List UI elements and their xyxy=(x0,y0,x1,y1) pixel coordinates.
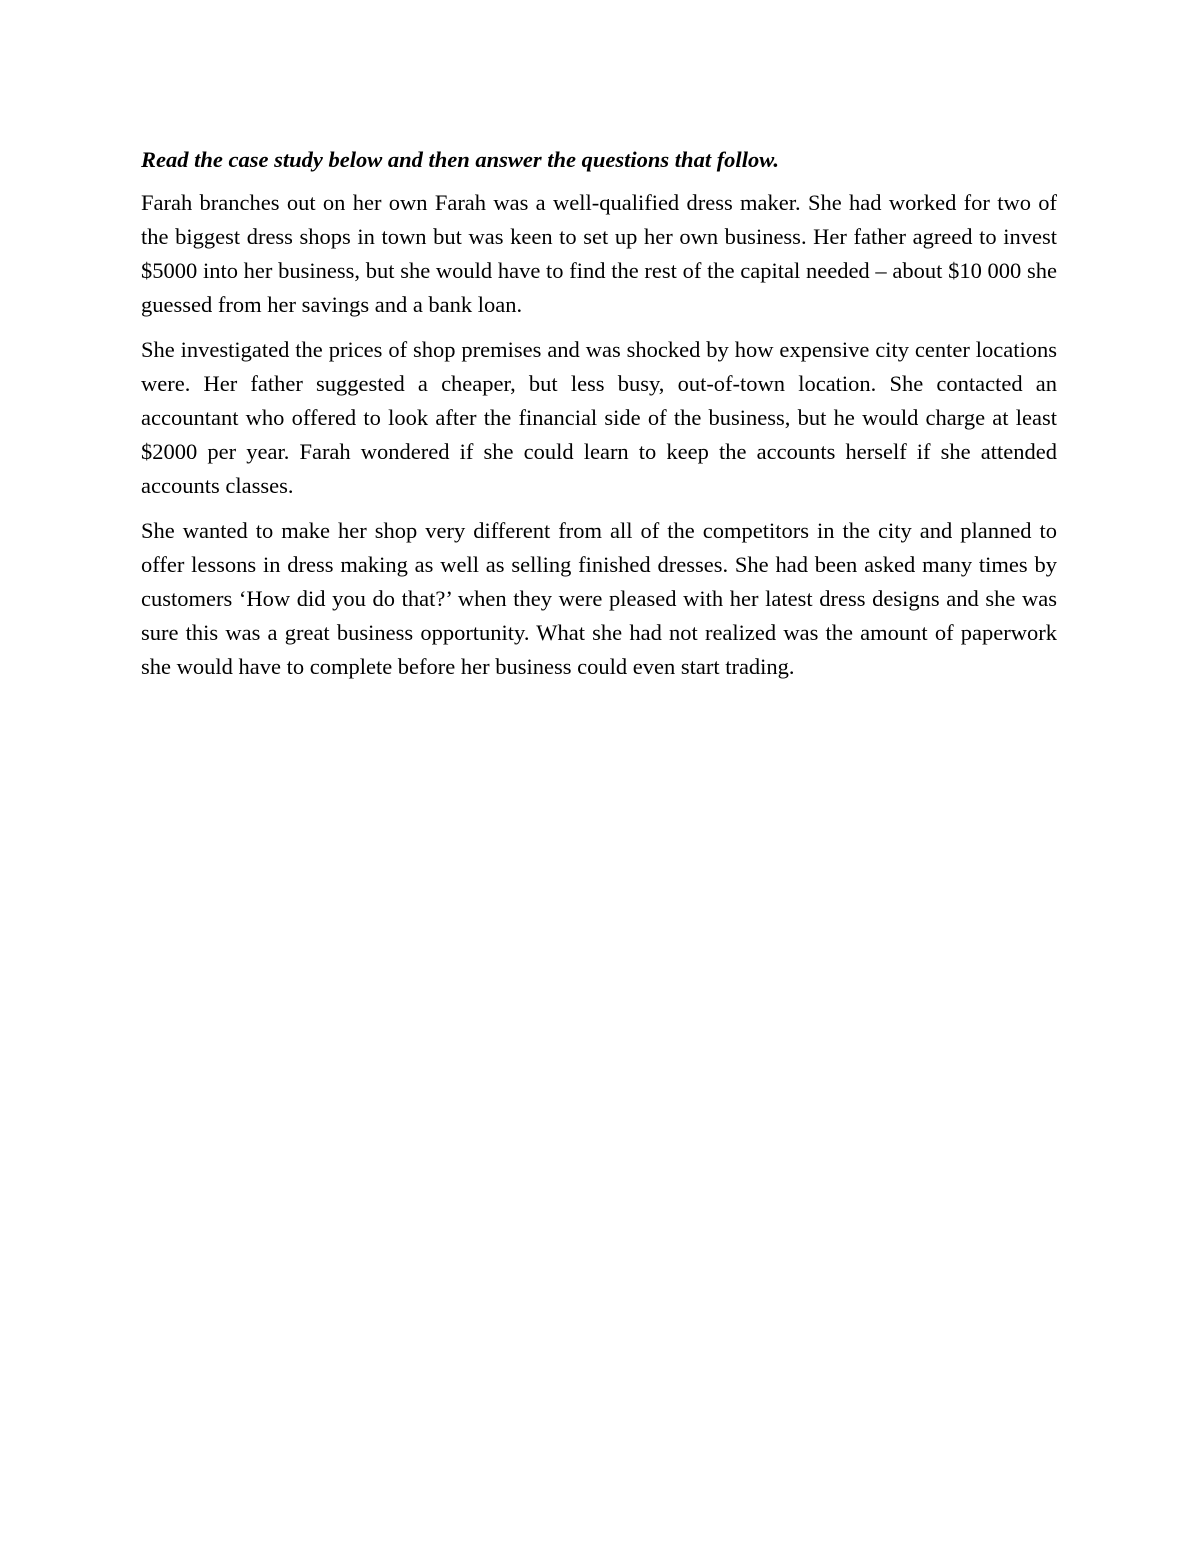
case-study-paragraph-2: She investigated the prices of shop premises and was shocked by how expensive city center locations were. Her father suggested a cheaper, but less busy, out-of-town location. She contacted an accountant who offered to look after the financial side of the business, but he would charge at least $2000 per year. Farah wondered if she could learn to keep the accounts herself if she attended accounts classes. xyxy=(141,337,1057,498)
case-study-paragraph-3: She wanted to make her shop very different from all of the competitors in the city and planned to offer lessons in dress making as well as selling finished dresses. She had been asked many times by customers ‘How did you do that?’ when they were pleased with her latest dress designs and she was sure this was a great business opportunity. What she had not realized was the amount of paperwork she would have to complete before her business could even start trading. xyxy=(141,518,1057,679)
instruction-heading: Read the case study below and then answer the questions that follow. xyxy=(141,147,779,172)
document-body xyxy=(141,143,1057,695)
case-study-paragraph-1: Farah branches out on her own Farah was a well-qualified dress maker. She had worked for two of the biggest dress shops in town but was keen to set up her own business. Her father agreed to invest $5000 into her business, but she would have to find the rest of the capital needed – about $10 000 she guessed from her savings and a bank loan. xyxy=(141,190,1057,317)
